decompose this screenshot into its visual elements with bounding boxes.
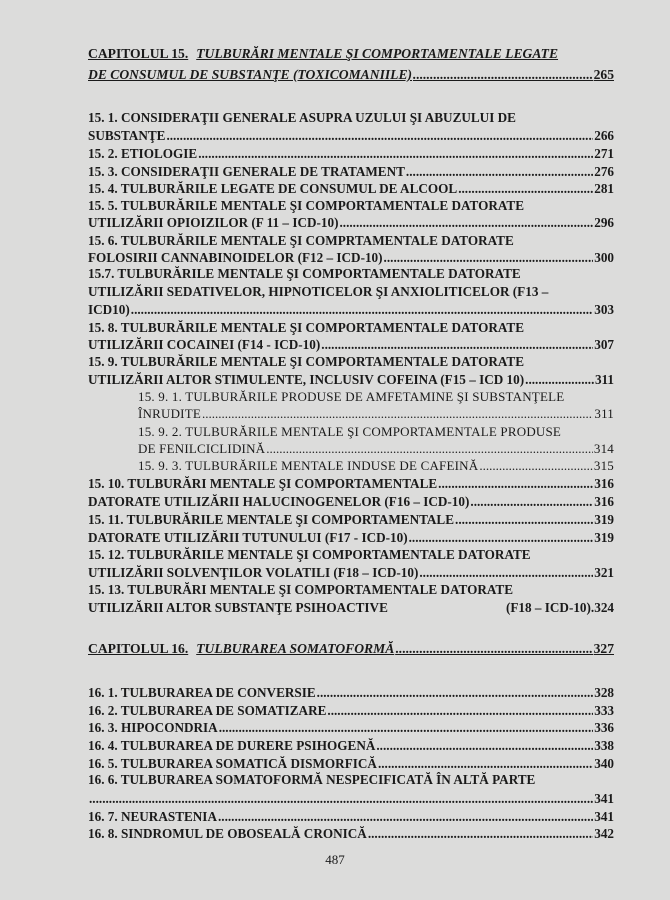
dot-leader	[470, 494, 593, 510]
toc-entry[interactable]	[88, 354, 614, 370]
toc-entry-page: 319	[594, 530, 614, 545]
dot-leader	[419, 565, 593, 581]
toc-entry-page: 341	[594, 791, 614, 806]
toc-subentry-page: 315	[593, 458, 614, 473]
dot-leader	[327, 703, 593, 719]
toc-entry[interactable]	[88, 547, 614, 563]
toc-entry-page: 276	[594, 164, 614, 179]
toc-entry-page: 281	[594, 181, 614, 196]
toc-entry[interactable]	[88, 494, 614, 510]
toc-entry-title: 15. 9. TULBURĂRILE MENTALE ŞI COMPORTAMENTALE DATORATE	[88, 354, 524, 369]
dot-leader	[166, 128, 593, 144]
toc-entry-title: 15. 13. TULBURĂRI MENTALE ŞI COMPORTAMENTALE DATORATE	[88, 582, 513, 597]
dot-leader	[89, 791, 593, 807]
toc-entry-title: 16. 5. TULBURAREA SOMATICĂ DISMORFICĂ	[88, 756, 377, 771]
toc-entry[interactable]	[88, 582, 614, 598]
dot-leader	[202, 406, 593, 422]
toc-entry-page: 300	[594, 250, 614, 265]
toc-entry[interactable]	[88, 372, 614, 388]
toc-entry-title: 15. 6. TULBURĂRILE MENTALE ŞI COMPRTAMENTALE DATORATE	[88, 233, 514, 248]
toc-entry-title: 15. 2. ETIOLOGIE	[88, 146, 198, 161]
toc-entry[interactable]	[88, 809, 614, 825]
dot-leader	[458, 181, 593, 197]
toc-entry-page: 266	[594, 128, 614, 143]
toc-entry-title: 16. 7. NEURASTENIA	[88, 809, 217, 824]
toc-entry-title: 15. 12. TULBURĂRILE MENTALE ŞI COMPORTAMENTALE DATORATE	[88, 547, 531, 562]
toc-subentry[interactable]	[138, 406, 614, 422]
toc-entry[interactable]	[88, 600, 614, 616]
dot-leader	[455, 512, 593, 528]
toc-entry[interactable]	[88, 476, 614, 492]
dot-leader	[378, 756, 593, 772]
toc-entry-title: UTILIZĂRII COCAINEI (F14 - ICD-10)	[88, 337, 321, 352]
toc-entry-page: 333	[594, 703, 614, 718]
toc-entry[interactable]	[88, 685, 614, 701]
toc-entry-title: UTILIZĂRII SEDATIVELOR, HIPNOTICELOR ŞI ANXIOLITICELOR (F13 –	[88, 284, 549, 299]
toc-subentry[interactable]	[138, 458, 614, 474]
chapter-15-page: 265	[593, 67, 614, 82]
chapter-15-prefix: CAPITOLUL 15.	[88, 46, 189, 61]
dot-leader	[384, 250, 594, 266]
toc-entry[interactable]	[88, 266, 614, 282]
toc-entry-title: DATORATE UTILIZĂRII TUTUNULUI (F17 - ICD-10)	[88, 530, 408, 545]
toc-entry[interactable]	[88, 250, 614, 266]
toc-entry[interactable]	[88, 233, 614, 249]
toc-subentry-title: DE FENILCICLIDINĂ	[138, 441, 266, 456]
dot-leader	[218, 809, 593, 825]
toc-entry-title: UTILIZĂRII OPIOIZILOR (F 11 – ICD-10)	[88, 215, 339, 230]
toc-entry-title: DATORATE UTILIZĂRII HALUCINOGENELOR (F16 – ICD-10)	[88, 494, 470, 509]
dot-leader	[406, 164, 593, 180]
toc-entry[interactable]	[88, 110, 614, 126]
toc-subentry[interactable]	[138, 389, 614, 405]
toc-entry-page: 271	[594, 146, 614, 161]
toc-entry[interactable]	[88, 198, 614, 214]
toc-entry-title: 16. 8. SINDROMUL DE OBOSEALĂ CRONICĂ	[88, 826, 367, 841]
toc-entry-code: (F18 – ICD-10).324	[505, 600, 614, 615]
dot-leader	[198, 146, 593, 162]
toc-entry-page: 328	[594, 685, 614, 700]
toc-entry-page: 316	[594, 476, 614, 491]
chapter-16-title-text: TULBURAREA SOMATOFORMĂ	[196, 641, 395, 656]
toc-entry[interactable]	[88, 215, 614, 231]
toc-entry-page: 336	[594, 720, 614, 735]
toc-entry-page: 321	[594, 565, 614, 580]
toc-entry[interactable]	[88, 181, 614, 197]
toc-entry[interactable]	[88, 791, 614, 807]
toc-entry-page: 342	[594, 826, 614, 841]
toc-entry[interactable]	[88, 128, 614, 144]
toc-entry[interactable]	[88, 302, 614, 318]
toc-entry[interactable]	[88, 738, 614, 754]
toc-entry[interactable]	[88, 772, 614, 788]
toc-entry-page: 341	[594, 809, 614, 824]
toc-entry-page: 319	[594, 512, 614, 527]
toc-entry[interactable]	[88, 337, 614, 353]
toc-entry-title: 16. 3. HIPOCONDRIA	[88, 720, 218, 735]
toc-entry-page: 303	[594, 302, 614, 317]
toc-subentry-title: 15. 9. 1. TULBURĂRILE PRODUSE DE AMFETAMINE ŞI SUBSTANŢELE	[138, 389, 565, 404]
toc-entry-title: 16. 4. TULBURAREA DE DURERE PSIHOGENĂ	[88, 738, 376, 753]
dot-leader	[219, 720, 594, 736]
chapter-16-title[interactable]	[88, 641, 614, 657]
toc-entry-title: 15. 11. TULBURĂRILE MENTALE ŞI COMPORTAMENTALE	[88, 512, 455, 527]
dot-leader	[376, 738, 593, 754]
toc-entry[interactable]	[88, 164, 614, 180]
toc-entry[interactable]	[88, 146, 614, 162]
chapter-16-prefix: CAPITOLUL 16.	[88, 641, 189, 656]
dot-leader	[479, 458, 593, 474]
toc-entry-page: 311	[594, 372, 614, 387]
toc-entry-title: 15. 1. CONSIDERAŢII GENERALE ASUPRA UZULUI ŞI ABUZULUI DE	[88, 110, 516, 125]
toc-entry-title: SUBSTANŢE	[88, 128, 166, 143]
toc-entry-page: 307	[594, 337, 614, 352]
toc-entry[interactable]	[88, 565, 614, 581]
chapter-16-page: 327	[593, 641, 614, 656]
toc-entry-title: FOLOSIRII CANNABINOIDELOR (F12 – ICD-10)	[88, 250, 383, 265]
chapter-15-title-line2[interactable]	[88, 67, 614, 83]
toc-entry[interactable]	[88, 320, 614, 336]
toc-entry-title: 16. 2. TULBURAREA DE SOMATIZARE	[88, 703, 327, 718]
toc-entry-title: 15. 5. TULBURĂRILE MENTALE ŞI COMPORTAMENTALE DATORATE	[88, 198, 524, 213]
toc-entry-title: 15. 4. TULBURĂRILE LEGATE DE CONSUMUL DE ALCOOL	[88, 181, 458, 196]
toc-entry-page: 324	[594, 600, 614, 615]
toc-subentry-title: ÎNRUDITE	[138, 406, 201, 421]
toc-entry-page: 338	[594, 738, 614, 753]
chapter-15-title-line1[interactable]	[88, 46, 614, 62]
toc-subentry-title: 15. 9. 2. TULBURĂRILE MENTALE ŞI COMPORTAMENTALE PRODUSE	[138, 424, 562, 439]
toc-subentry[interactable]	[138, 441, 614, 457]
dot-leader	[368, 826, 593, 842]
toc-entry-title: 16. 1. TULBURAREA DE CONVERSIE	[88, 685, 316, 700]
toc-entry-title: 15.7. TULBURĂRILE MENTALE ŞI COMPORTAMENTALE DATORATE	[88, 266, 521, 281]
page-number: 487	[325, 852, 345, 867]
toc-entry-page: 340	[594, 756, 614, 771]
dot-leader	[409, 530, 594, 546]
toc-entry-title: 15. 3. CONSIDERAŢII GENERALE DE TRATAMENT	[88, 164, 405, 179]
dot-leader	[395, 641, 592, 657]
toc-entry[interactable]	[88, 512, 614, 528]
dot-leader	[438, 476, 593, 492]
toc-entry[interactable]	[88, 826, 614, 842]
chapter-15-title: TULBURĂRI MENTALE ŞI COMPORTAMENTALE LEGATE	[196, 46, 559, 61]
dot-leader	[525, 372, 594, 388]
toc-entry-page: 296	[594, 215, 614, 230]
dot-leader	[317, 685, 594, 701]
toc-entry-title: 16. 6. TULBURAREA SOMATOFORMĂ NESPECIFICATĂ ÎN ALTĂ PARTE	[88, 772, 536, 787]
chapter-15-title-cont: DE CONSUMUL DE SUBSTANŢE (TOXICOMANIILE)	[88, 67, 413, 82]
toc-entry-title: UTILIZĂRII SOLVENŢILOR VOLATILI (F18 – ICD-10)	[88, 565, 419, 580]
toc-entry[interactable]	[88, 530, 614, 546]
toc-entry[interactable]	[88, 720, 614, 736]
dot-leader	[413, 67, 593, 83]
toc-subentry-title: 15. 9. 3. TULBURĂRILE MENTALE INDUSE DE CAFEINĂ	[138, 458, 479, 473]
toc-entry[interactable]	[88, 756, 614, 772]
dot-leader	[339, 215, 593, 231]
toc-entry-title: ICD10)	[88, 302, 130, 317]
toc-subentry[interactable]	[138, 424, 614, 440]
toc-entry-title: UTILIZĂRII ALTOR SUBSTANŢE PSIHOACTIVE	[88, 600, 388, 615]
toc-entry-title: 15. 10. TULBURĂRI MENTALE ŞI COMPORTAMENTALE	[88, 476, 438, 491]
dot-leader	[131, 302, 593, 318]
toc-entry[interactable]	[88, 703, 614, 719]
toc-entry-page: 316	[594, 494, 614, 509]
dot-leader	[266, 441, 593, 457]
toc-subentry-page: 314	[593, 441, 614, 456]
toc-subentry-page: 311	[594, 406, 614, 421]
dot-leader	[321, 337, 593, 353]
toc-entry[interactable]	[88, 284, 614, 300]
toc-entry-title: UTILIZĂRII ALTOR STIMULENTE, INCLUSIV COFEINA (F15 – ICD 10)	[88, 372, 525, 387]
toc-entry-title: 15. 8. TULBURĂRILE MENTALE ŞI COMPORTAMENTALE DATORATE	[88, 320, 524, 335]
